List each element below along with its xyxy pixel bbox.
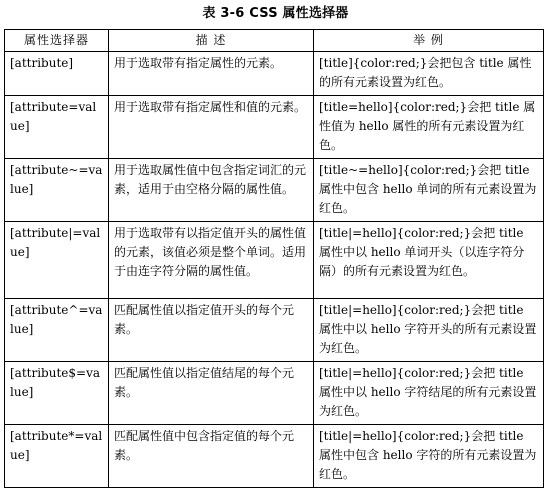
example-cell: [title|=hello]{color:red;}会把 title 属性中以 hello 字符开头的所有元素设置为红色。 <box>314 299 544 362</box>
table-row <box>5 222 544 299</box>
table-row <box>5 299 544 362</box>
selector-cell: [attribute|=value] <box>5 222 109 299</box>
description-cell: 匹配属性值以指定值结尾的每个元素。 <box>109 362 314 425</box>
table-caption: 表 3-6 CSS 属性选择器 <box>202 6 349 21</box>
css-attribute-selector-table <box>4 29 544 488</box>
example-cell: [title=hello]{color:red;}会把 title 属性值为 hello 属性的所有元素设置为红色。 <box>314 96 544 159</box>
header-selector: 属性选择器 <box>5 30 109 52</box>
example-cell: [title~=hello]{color:red;}会把 title 属性中包含 hello 单词的所有元素设置为红色。 <box>314 159 544 222</box>
example-cell: [title|=hello]{color:red;}会把 title 属性中包含 hello 字符的所有元素设置为红色。 <box>314 425 544 488</box>
description-cell: 匹配属性值中包含指定值的每个元素。 <box>109 425 314 488</box>
description-cell: 用于选取带有指定属性和值的元素。 <box>109 96 314 159</box>
table-row <box>5 52 544 96</box>
header-example: 举 例 <box>314 30 544 52</box>
description-cell: 用于选取带有以指定值开头的属性值的元素，该值必须是整个单词。适用于由连字符分隔的属性值。 <box>109 222 314 299</box>
selector-cell: [attribute^=value] <box>5 299 109 362</box>
example-cell: [title|=hello]{color:red;}会把 title 属性中以 hello 字符结尾的所有元素设置为红色。 <box>314 362 544 425</box>
header-description: 描 述 <box>109 30 314 52</box>
selector-cell: [attribute=value] <box>5 96 109 159</box>
description-cell: 用于选取属性值中包含指定词汇的元素，适用于由空格分隔的属性值。 <box>109 159 314 222</box>
table-row <box>5 96 544 159</box>
selector-cell: [attribute*=value] <box>5 425 109 488</box>
description-cell: 用于选取带有指定属性的元素。 <box>109 52 314 96</box>
selector-cell: [attribute$=value] <box>5 362 109 425</box>
table-row <box>5 425 544 488</box>
selector-cell: [attribute] <box>5 52 109 96</box>
example-cell: [title|=hello]{color:red;}会把 title 属性中以 hello 单词开头（以连字符分隔）的所有元素设置为红色。 <box>314 222 544 299</box>
example-cell: [title]{color:red;}会把包含 title 属性的所有元素设置为红色。 <box>314 52 544 96</box>
description-cell: 匹配属性值以指定值开头的每个元素。 <box>109 299 314 362</box>
table-header-row <box>5 30 544 52</box>
selector-cell: [attribute~=value] <box>5 159 109 222</box>
table-row <box>5 362 544 425</box>
table-row <box>5 159 544 222</box>
